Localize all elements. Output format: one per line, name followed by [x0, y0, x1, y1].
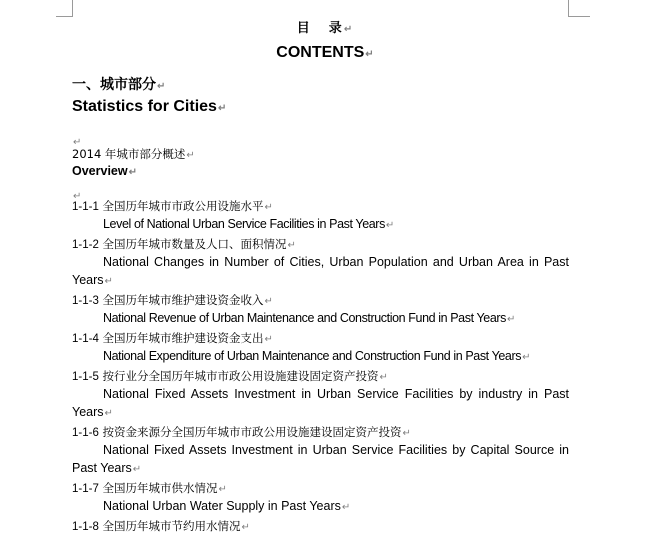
toc-entry-title-cn: 全国历年城市节约用水情况 [102, 519, 241, 533]
section-heading-cn [72, 74, 165, 94]
paragraph-mark-icon: ↵ [157, 81, 166, 92]
paragraph-mark-icon: ↵ [343, 24, 354, 35]
overview-en-text: Overview [72, 164, 128, 178]
toc-title-char-1: 目 [296, 21, 311, 36]
paragraph-mark-icon: ↵ [218, 484, 227, 495]
toc-title-char-2: 录 [328, 21, 343, 36]
toc-entry-cn [72, 291, 569, 309]
paragraph-mark-icon: ↵ [104, 408, 113, 419]
crop-mark-left-v [72, 0, 73, 16]
crop-mark-right-v [568, 0, 569, 16]
toc-entry-title-cn: 全国历年城市市政公用设施水平 [102, 199, 264, 213]
toc-entry-title-en: National Fixed Assets Investment in Urban Service Facilities by Capital Source in Past Years [72, 443, 569, 475]
toc-entry-en [72, 441, 569, 479]
paragraph-mark-icon: ↵ [132, 464, 142, 475]
paragraph-mark-icon: ↵ [128, 167, 137, 178]
toc-title-en [0, 44, 650, 62]
toc-entry-en [72, 385, 569, 423]
toc-entry-cn [72, 479, 569, 497]
toc-entry-title-cn: 按行业分全国历年城市市政公用设施建设固定资产投资 [102, 369, 379, 383]
paragraph-mark-icon: ↵ [365, 49, 374, 60]
toc-entry-number: 1-1-1 [72, 201, 99, 213]
paragraph-mark-icon: ↵ [341, 502, 351, 513]
toc-entry-cn [72, 235, 569, 253]
overview-cn [72, 146, 195, 162]
toc-entry-cn [72, 517, 569, 535]
paragraph-mark-icon: ↵ [402, 428, 411, 439]
toc-entry-cn [72, 197, 569, 215]
toc-list [72, 197, 569, 535]
paragraph-mark-icon: ↵ [186, 150, 195, 161]
toc-entry-title-cn: 全国历年城市供水情况 [102, 481, 218, 495]
paragraph-mark-icon: ↵ [73, 191, 82, 202]
toc-entry-title-en: National Expenditure of Urban Maintenance and Construction Fund in Past Years [103, 349, 522, 363]
paragraph-mark-icon: ↵ [385, 220, 394, 231]
paragraph-mark-icon: ↵ [264, 334, 273, 345]
toc-title-en-text: CONTENTS [276, 44, 365, 61]
paragraph-mark-icon: ↵ [104, 276, 113, 287]
toc-entry-number: 1-1-6 [72, 427, 99, 439]
toc-entry-number: 1-1-5 [72, 371, 99, 383]
toc-entry-number: 1-1-4 [72, 333, 99, 345]
toc-entry-en [72, 309, 569, 329]
paragraph-mark-icon: ↵ [73, 137, 82, 148]
section-heading-en-text: Statistics for Cities [72, 98, 217, 115]
toc-entry-title-en: National Urban Water Supply in Past Years [103, 499, 341, 513]
overview-cn-text: 2014 年城市部分概述 [72, 147, 186, 161]
toc-entry-title-en: National Changes in Number of Cities, Urban Population and Urban Area in Past Years [72, 255, 569, 287]
paragraph-mark-icon: ↵ [507, 314, 515, 325]
paragraph-mark-icon: ↵ [522, 352, 531, 363]
paragraph-mark-icon: ↵ [264, 296, 273, 307]
section-heading-en [72, 98, 226, 116]
toc-entry-en [72, 215, 569, 235]
toc-entry-en [72, 347, 569, 367]
paragraph-mark-icon: ↵ [217, 103, 227, 114]
paragraph-mark-icon: ↵ [287, 240, 296, 251]
toc-entry-number: 1-1-8 [72, 521, 99, 533]
toc-entry-number: 1-1-2 [72, 239, 99, 251]
toc-entry-title-en: National Revenue of Urban Maintenance and Construction Fund in Past Years [103, 311, 507, 325]
section-heading-cn-text: 一、城市部分 [72, 77, 156, 93]
toc-title-cn [0, 17, 650, 36]
toc-entry-cn [72, 367, 569, 385]
overview-en [72, 164, 137, 178]
toc-entry-title-cn: 全国历年城市数量及人口、面积情况 [102, 237, 287, 251]
toc-entry-number: 1-1-7 [72, 483, 99, 495]
paragraph-mark-icon: ↵ [241, 522, 250, 533]
toc-entry-en [72, 253, 569, 291]
toc-entry-title-cn: 按资金来源分全国历年城市市政公用设施建设固定资产投资 [102, 425, 402, 439]
toc-entry-en [72, 497, 569, 517]
paragraph-mark-icon: ↵ [379, 372, 388, 383]
toc-entry-cn [72, 423, 569, 441]
toc-entry-cn [72, 329, 569, 347]
toc-entry-title-en: National Fixed Assets Investment in Urban Service Facilities by industry in Past Years [72, 387, 569, 419]
toc-entry-title-cn: 全国历年城市维护建设资金支出 [102, 331, 264, 345]
paragraph-mark-icon: ↵ [264, 202, 273, 213]
toc-entry-title-cn: 全国历年城市维护建设资金收入 [102, 293, 264, 307]
toc-entry-number: 1-1-3 [72, 295, 99, 307]
toc-entry-title-en: Level of National Urban Service Facilities in Past Years [103, 217, 385, 231]
